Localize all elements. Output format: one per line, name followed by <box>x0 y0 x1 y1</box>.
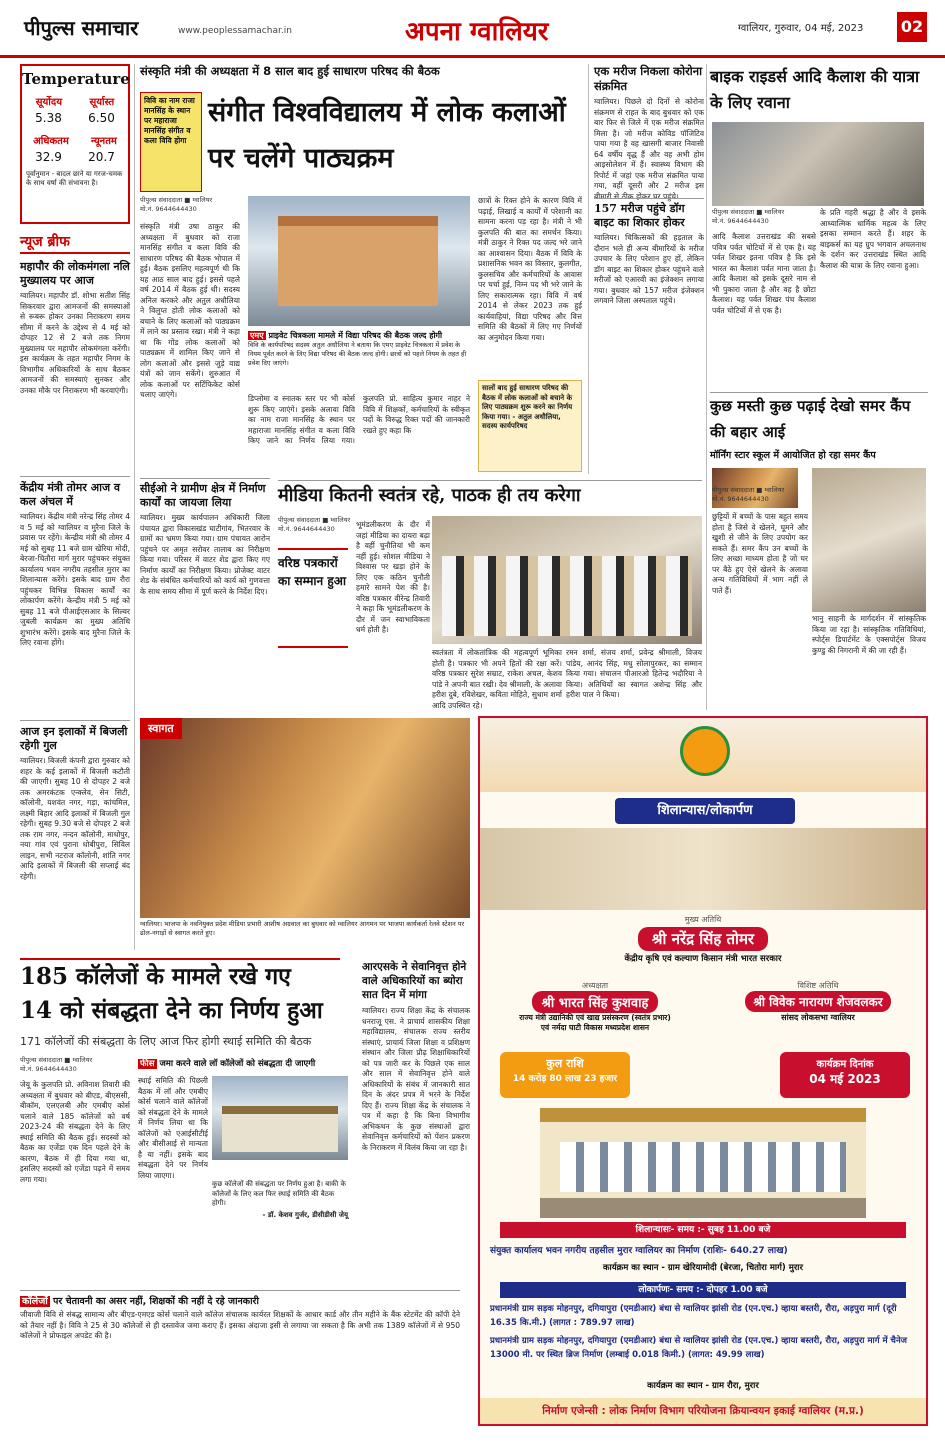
brief-headline: केंद्रीय मंत्री तोमर आज व कल अंचल में <box>20 481 121 508</box>
brief-item-3 <box>20 720 130 950</box>
warn-headline: पर चेतावनी का असर नहीं, शिक्षकों की नहीं दे रहे जानकारी <box>53 1296 259 1307</box>
column-divider <box>588 64 589 474</box>
bikers-photo[interactable] <box>712 122 924 206</box>
news-brief-header <box>20 232 130 254</box>
brief-body: ग्वालियर। केंद्रीय मंत्री नरेन्द्र सिंह तोमर 4 व 5 मई को ग्वालियर व मुरैना जिले के प्रवास पर रहेंगे। केन्द्रीय मंत्री श्री तोमर 4 मई को सुबह 11 बजे ग्राम खेरिया मोदी, बेरजा-चितौरा मार्ग मुरार पहुंचकर संयुक्त कार्यालय भवन नगरीय तहसील मुरार का शिलान्यास करेंगे। इसके बाद ग्राम रौरा पहुंचकर विभिन्न विकास कार्यों का लोकार्पण करेंगे। केन्द्रीय मंत्री 5 मई को सुबह 11 बजे पीआईएसआर के सिल्वर जुबली कार्यक्रम का मुख्य अतिथि शुभारंभ करेंगे। इसके बाद मुरैना जिले के लिए रवाना होंगे। <box>20 512 130 647</box>
caption-head: प्राइवेट चित्रकला मामले में विद्या परिषद की बैठक जल्द होगी <box>268 331 443 340</box>
advert-portraits <box>480 828 926 910</box>
retired-headline: आरएसके ने सेवानिवृत्त होने वाले अधिकारियों का ब्योरा सात दिन में मांगा <box>362 961 467 1001</box>
summer-camp-subhead: मॉर्निंग स्टार स्कूल में आयोजित हो रहा समर कैंप <box>710 450 876 461</box>
column-divider <box>134 64 135 950</box>
summer-camp-byline <box>712 486 812 508</box>
brand-logo[interactable]: पीपुल्स समाचार <box>24 16 139 40</box>
chief-guest <box>480 914 926 974</box>
fee-head <box>138 1058 348 1074</box>
section-title: अपना ग्वालियर <box>405 17 549 47</box>
byline-mobile: मो.नं. 9644644430 <box>140 205 197 213</box>
dateline: ग्वालियर, गुरुवार, 04 मई, 2023 <box>738 23 864 34</box>
special-title: सांसद लोकसभा ग्वालियर <box>781 1013 855 1022</box>
lead-kicker: संस्कृति मंत्री की अध्यक्षता में 8 साल बाद हुई साधारण परिषद की बैठक <box>140 64 440 78</box>
brief-item-1 <box>20 260 130 470</box>
bikers-body-2: के प्रति गहरी श्रद्धा है और वे इसके आध्यात्मिक धार्मिक महत्व के लिए इसका सम्मान करते हैं। शहर के बाइकर्स का यह ग्रुप भगवान अचलनाथ के दर्शन कर उत्तराखंड स्थित आदि कैलाश की यात्रा के लिए रवाना हुआ। <box>820 208 926 270</box>
media-body-1: भूमंडलीकरण के दौर में जहां मीडिया का दायरा बढ़ा है वहीं चुनौतियां भी कम नहीं हुई। सोशल मीडिया ने विश्वास पर खड़ा होने के लिए एक कठिन चुनौती हमारे सामने पेश की है। वरिष्ठ पत्रकार वीरेन्द्र तिवारी ने कहा कि भूमंडलीकरण के दौर में जन स्वाभाविकता धर्म होती है। <box>356 520 430 634</box>
brief-headline: आज इन इलाकों में बिजली रहेगी गुल <box>20 725 128 752</box>
media-photo[interactable] <box>432 516 702 644</box>
date-label: कार्यक्रम दिनांक <box>816 1059 874 1070</box>
min-label: न्यूनतम <box>90 136 117 147</box>
shilanyas-item: संयुक्त कार्यालय भवन नगरीय तहसील मुरार ग्वालियर का निर्माण (राशिः- 640.27 लाख) <box>490 1246 788 1256</box>
quote-text: कुछ कॉलेजों की संबद्धता पर निर्णय हुआ है। बाकी के कॉलेजों के लिए कल फिर स्थाई समिति की बैठक होगी। <box>212 1180 346 1207</box>
agency-strip: निर्माण एजेन्सी : लोक निर्माण विभाग परियोजना क्रियान्वयन इकाई ग्वालियर (म.प्र.) <box>480 1398 926 1424</box>
summer-camp-body-2: भानु साहनी के मार्गदर्शन में सांस्कृतिक किया जा रहा है। सांस्कृतिक गतिविधियां, स्पोर्ट्स डिपार्टमेंट के एक्सपोर्ट्स विजय कुण्डु की निगरानी में की जा रही हैं। <box>812 614 926 655</box>
forecast: पूर्वानुमान - बादल छाने या गरज-चमक के साथ वर्षा की संभावना है। <box>26 170 123 187</box>
ceo-body: ग्वालियर। मुख्य कार्यपालन अधिकारी जिला पंचायत द्वारा विकासखंड घाटीगांव, भितरवार के ग्रामों का भ्रमण किया गया। ग्राम पंचायत आरोन पहुंचने पर अमृत सरोवर तालाब का निरीक्षण किया गया। परिसर में वाटर शेड द्वारा किए गए निर्माण कार्यों का निरीक्षण किया। प्रोजेक्ट वाटर शेड के संबंधित कर्मचारियों को कार्य को गुणवत्ता के साथ समय सीमा में पूर्ण करने के निर्देश दिए। <box>140 513 270 596</box>
lokarpan-item-2: प्रधानमंत्री ग्राम सड़क मोहनपुर, दगियापुरा (एमडीआर) बंधा से ग्वालियर झांसी रोड (एन.एच.) व्हाया बस्तरी, रौरा, अड़पुरा मार्ग में चैनेज 13000 मी. पर स्थित ब्रिज निर्माण (लम्बाई 0.018 किमी.) (लागत: 49.99 लाख) <box>490 1336 907 1360</box>
corona-body: ग्वालियर। पिछले दो दिनों से कोरोना संक्रमण से राहत के बाद बुधवार को एक बार फिर से जिले में एक मरीज संक्रमित मिला है। जो मरीज कोविड पॉजिटिव पाया गया है वह खासगी बाजार निवासी 64 वर्षीय वृद्ध हैं और वह अभी होम आइसोलेशन में हैं। स्वास्थ्य विभाग की रिपोर्ट में जहां एक मरीज संक्रमित पाया गया, वहीं दूसरी और 2 मरीज इस बीमारी से ठीक होकर घर पहुंचे। <box>594 97 704 201</box>
chief-title: केंद्रीय कृषि एवं कल्याण किसान मंत्री भारत सरकार <box>624 954 782 964</box>
byline-mobile: मो.नं. 9644644430 <box>278 525 335 533</box>
brand-url[interactable]: www.peoplessamachar.in <box>178 26 292 36</box>
masthead <box>0 0 945 58</box>
brief-body: ग्वालियर। बिजली कंपनी द्वारा गुरुवार को शहर के कई इलाकों में बिजली कटौती की जाएगी। सुबह 10 से दोपहर 2 बजे तक अमरकंटक एन्क्लेव, सेन सिटी, कॉलोनी, यशवंत नगर, गड़ा, कांचमिल, लक्ष्मी बिहार आदि इलाकों में बिजली गुल रहेगी। सुबह 9.30 बजे से दोपहर 2 बजे तक राम नगर, नन्दन कॉलोनी, माधोपुर, नया गांव एवं पुराना धोबीपुरा, सिविल लाइन, सभी नटराज कॉलोनी, शांति नगर आदि इलाकों में बिजली की सप्लाई बंद रहेगी। <box>20 756 130 881</box>
shilanyas-place: कार्यक्रम का स्थान - ग्राम खेरियामोदी (बेरजा, चितोरा मार्ग) मुरार <box>603 1263 803 1273</box>
bjp-lotus-icon <box>680 726 730 776</box>
lead-body-2: छात्रों के रिक्त होने के कारण विवि में पढ़ाई, लिखाई व कार्यों में परेशानी का सामना करना पड़ रहा है। मंत्री ने भी कुलपति की बात का समर्थन किया। मंत्री ठाकुर ने रिक्त पद जल्द भरे जाने का आश्वासन दिया। बैठक में विवि के प्रशासनिक भवन का विस्तार, कुलगीत, कुलसचिव और कर्मचारियों के आवास पर चर्चा हुई, निम्न पद भी भरे जाने के लिए सकारात्मक रहा। विवि में वर्ष 2014 से लेकर 2023 तक हुई कार्यवाहियां, विद्या परिषद और वित्त समिति की बैठकों में लिए गए निर्णयों का अनुमोदन किया गया। <box>478 196 582 342</box>
welcome-tag: स्वागत <box>140 718 182 739</box>
warn-tag: कॉलेजों <box>22 1296 48 1307</box>
advert-banner: शिलान्यास/लोकार्पण <box>615 798 795 824</box>
chief-label: मुख्य अतिथि <box>684 915 722 924</box>
dog-bite-headline: 157 मरीज पहुंचे डॉग बाइट का शिकार होकर <box>594 202 685 229</box>
temperature-box <box>20 64 130 224</box>
sunset-label: सूर्यास्त <box>89 97 115 108</box>
caption-body: विवि के कार्यपरिषद सदस्य अतुल अधौलिया ने बताया कि एमए प्राइवेट चित्रकला में प्रवेश के नियम पूर्वत करने के लिए विद्या परिषद की बैठक जल्द होगी। छात्रों को पहले नियम के तहत ही प्रवेश दिए जाएंगे। <box>248 341 467 367</box>
fee-headline: जमा करने वाले लॉ कॉलेजों को संबद्धता दी जाएगी <box>159 1059 316 1069</box>
lead-sidebar-box: विवि का नाम राजा मानसिंह के स्थान पर महाराजा मानसिंह संगीत व कला विवि होगा <box>140 92 202 192</box>
chief-name: श्री नरेंद्र सिंह तोमर <box>638 927 768 951</box>
amount-label: कुल राशि <box>546 1057 584 1070</box>
colleges-byline <box>20 1056 130 1078</box>
special-label: विशिष्ट अतिथि <box>797 981 839 990</box>
advert-building-illustration <box>540 1108 866 1218</box>
byline-text: पीपुल्स संवाददाता ■ ग्वालियर <box>712 208 785 216</box>
caption-tag: एमए <box>250 331 264 340</box>
advert[interactable] <box>478 716 928 1426</box>
chair-name: श्री भारत सिंह कुशवाह <box>532 991 659 1013</box>
colleges-subhead: 171 कॉलेजों की संबद्धता के लिए आज फिर होगी स्थाई समिति की बैठक <box>20 1035 312 1048</box>
corona-story <box>594 64 704 201</box>
colleges-headline-1: 185 कॉलेजों के मामले रखे गए <box>20 958 340 994</box>
byline-mobile: मो.नं. 9644644430 <box>20 1065 77 1073</box>
media-body-2: स्वतंत्रता में लोकतांत्रिक की महत्वपूर्ण भूमिका होती है। पत्रकार भी अपने हितों की रक्षा करें। वरिष्ठ पत्रकार सुरेश सम्राट, राकेश अचल, केशव पांडे ने अपनी बात रखी। देव श्रीमाली, के अलावा हरीश दुबे, रविशेखर, कविता मोहिते, सुधाम शर्मा आदि उपस्थित रहे। <box>432 648 562 710</box>
dog-bite-body: ग्वालियर। चिकित्सकों की हड़ताल के दौरान भले ही अन्य बीमारियों के मरीज उपचार के लिए परेशान हुए हों, लेकिन डॉग बाइट का शिकार होकर पहुंचने वाले मरीजों को एआरवी का इंजेक्शन लगाया गया। बुधवार को 157 मरीज इंजेक्शन लगवाने जिला अस्पताल पहुंचे। <box>594 233 704 305</box>
lokarpan-item-1: प्रधानमंत्री ग्राम सड़क मोहनपुर, दगियापुरा (एमडीआर) बंधा से ग्वालियर झांसी रोड (एन.एच.) व्हाया बस्तरी, रौरा, अड़पुरा मार्ग (दूरी 16.35 कि.मी.) (लागत : 789.97 लाख) <box>490 1304 897 1328</box>
colleges-body: जेयू के कुलपति प्रो. अविनाश तिवारी की अध्यक्षता में बुधवार को बीएड, बीएससी, बीकॉम, एलएलबी और एमबीए कोर्स चलाने वाले 185 कॉलेजों को वर्ष 2023-24 की संबद्धता देने के लिए स्थाई समिति की बैठक हुई। सदस्यों को बैठक का एजेंडा एक दिन पहले देने के कारण, बैठक में ही दिया गया था, इसलिए सदस्यों को एजेंडा पढ़ने में समय लगा गया। <box>20 1080 130 1184</box>
corona-headline: एक मरीज निकला कोरोना संक्रमित <box>594 64 703 93</box>
news-brief-title: न्यूज ब्रीफ <box>20 234 70 250</box>
lead-headline: संगीत विश्वविद्यालय में लोक कलाओं पर चलेंगे पाठ्यक्रम <box>208 97 566 174</box>
chair-title-1: राज्य मंत्री उद्यानिकी एवं खाद्य प्रसंस्करण (स्वतंत्र प्रभार) <box>519 1013 671 1022</box>
temperature-title: Temperature <box>22 70 130 88</box>
date-value: 04 मई 2023 <box>809 1072 881 1086</box>
chair-title-2: एवं नर्मदा घाटी विकास मध्यप्रदेश शासन <box>540 1023 650 1032</box>
byline-text: पीपुल्स संवाददाता ■ ग्वालियर <box>712 486 785 494</box>
lead-quote-box: सालों बाद हुई साधारण परिषद की बैठक में लोक कलाओं को बचाने के लिए पाठ्यक्रम शुरू करने का निर्णय किया गया। - अतुल अधौलिया, सदस्य कार्यपरिषद <box>478 380 582 472</box>
lead-body-1: संस्कृति मंत्री उषा ठाकुर की अध्यक्षता में बुधवार को राजा मानसिंह संगीत व कला विवि की साधारण परिषद की बैठक भोपाल में हुई। बैठक इसलिए महत्वपूर्ण थी कि यह आठ साल बाद हुई। इससे पहले वर्ष 2014 में बैठक हुई थी। सदस्य अनिल करकरे और अतुल अधौलिया ने विलुप्त होती लोक कलाओं को बचाने के लिए कलाओं को पाठ्यक्रम में लाने का प्रस्ताव रखा। मंत्री ने कहा था कि गोंड लोक कलाओं को पाठ्यक्रम में शामिल किए जाने से लोग कलाओं और इससे जुड़े वाद्य यंत्रों को जान सकेंगे। शुरुआत में लोक कलाओं पर सर्टिफिकेट कोर्स चलाए जाएंगे। <box>140 222 240 399</box>
lead-body-3: डिप्लोमा व स्नातक स्तर पर भी कोर्स शुरू किए जाएंगे। इसके अलावा विवि का नाम राजा मानसिंह के स्थान पर महाराजा मानसिंह संगीत व कला विवि किए जाने का निर्णय लिया गया। कुलपति प्रो. साहित्य कुमार नाहर ने विवि में शिक्षकों, कर्मचारियों के स्वीकृत पदों के विरुद्ध रिक्त पदों की जानकारी रखते हुए कहा कि <box>248 394 470 445</box>
sunset-value: 6.50 <box>88 111 115 125</box>
special-guest <box>710 980 926 1040</box>
sunrise-label: सूर्योदय <box>35 97 62 108</box>
media-pull-quote: वरिष्ठ पत्रकारों का सम्मान हुआ <box>278 548 348 648</box>
max-value: 32.9 <box>35 150 62 164</box>
warn-body: जीवाजी विवि से संबद्ध सामान्य और बीएड-एमएड कोर्स चलाने वाले कॉलेज संचालक कार्यरत शिक्षकों के आधार कार्ड और तीन महीने के बैंक स्टेटमेंट की कॉपी देने को तैयार नहीं है। विवि ने 25 से 30 कॉलेजों से ही दस्तावेज जमा कराए हैं। इसका अंदाजा इसी से लगाया जा सकता है कि अभी तक 1389 कॉलेजों में से 950 कॉलेजों ने प्रोफाइल अपडेट की है। <box>20 1310 460 1340</box>
byline-text: पीपुल्स संवाददाता ■ ग्वालियर <box>20 1056 93 1064</box>
column-divider <box>706 64 707 710</box>
welcome-photo[interactable] <box>140 718 470 918</box>
byline-text: पीपुल्स संवाददाता ■ ग्वालियर <box>140 196 213 204</box>
sunrise-value: 5.38 <box>35 111 62 125</box>
lokarpan-place: कार्यक्रम का स्थान - ग्राम रौरा, मुरार <box>647 1381 759 1391</box>
page-number: 02 <box>897 12 927 42</box>
chair-guest <box>480 980 710 1040</box>
lead-byline <box>140 196 240 218</box>
bikers-headline: बाइक राइडर्स आदि कैलाश की यात्रा के लिए रवाना <box>710 67 920 112</box>
media-headline: मीडिया कितनी स्वतंत्र रहे, पाठक ही तय करेगा <box>278 480 702 512</box>
chair-label: अध्यक्षता <box>581 981 609 990</box>
bikers-byline <box>712 208 832 230</box>
lead-photo[interactable] <box>248 196 470 326</box>
colleges-warning <box>20 1290 460 1425</box>
fee-tag: फीस <box>140 1059 155 1069</box>
byline-text: पीपुल्स संवाददाता ■ ग्वालियर <box>278 516 351 524</box>
summer-camp-headline: कुछ मस्ती कुछ पढ़ाई देखो समर कैंप की बहार आई <box>710 392 928 446</box>
colleges-headline-2: 14 को संबद्धता देने का निर्णय हुआ <box>20 997 323 1024</box>
brief-body: ग्वालियर। महापौर डॉ. शोभा सतीश सिंह सिकरवार द्वारा आमजनों की समस्याओं से रूबरू होकर उनका निराकरण समय सीमा में करने के उद्देश्य से 4 मई को दोपहर 12 से 2 बजे तक निगम मुख्यालय पर महापौर लोकमंगला करेंगी। इस कार्यक्रम के तहत महापौर निगम के विभागीय अधिकारियों के साथ बैठकर आमजनों की समस्याएं सुनकर और उनका मौके पर निराकरण भी करवाएंगी। <box>20 291 130 395</box>
quote-by: - डॉ. केशव गुर्जर, डीसीडीसी जेयू <box>262 1210 348 1219</box>
ceo-story <box>140 478 270 676</box>
summer-camp-photo-2[interactable] <box>812 468 926 612</box>
amount-value: 14 करोड़ 80 लाख 23 हजार <box>512 1074 618 1084</box>
shilanyas-strip: शिलान्यासः- समय :- सुबह 11.00 बजे <box>500 1222 906 1238</box>
max-label: अधिकतम <box>33 136 69 147</box>
brief-headline: महापौर की लोकमंगला नलि मुख्यालय पर आज <box>20 260 130 287</box>
byline-mobile: मो.नं. 9644644430 <box>712 217 769 225</box>
byline-mobile: मो.नं. 9644644430 <box>712 495 769 503</box>
retired-body: ग्वालियर। राज्य शिक्षा केंद्र के संचालक धनराजू एस. ने प्राचार्य शासकीय शिक्षा महाविद्यालय, संचालक राज्य स्तरीय संस्थाएं, प्राचार्य जिला शिक्षा व प्रशिक्षण संस्थान और जिला प्रौढ़ शिक्षाधिकारियों को पत्र जारी कर के पिछले एक साल और साल में सेवानिवृत्त होने वाले अधिकारियों के संबंध में जानकारी सात दिन के अंदर प्रपत्र में भरने के निर्देश दिए हैं। राज्य शिक्षा केंद्र के संचालक ने पत्र में कहा है कि बिना विभागीय अभिकथन के कुछ संस्थाओं द्वारा सेवानिवृत्त कर्मचारियों को पेंशन प्रकरण के निराकरण में विलंब किया जा रहा है। <box>362 1006 470 1152</box>
amount-box <box>500 1052 630 1098</box>
dog-bite-story <box>594 198 704 470</box>
lokarpan-strip: लोकार्पणः- समय :- दोपहर 1.00 बजे <box>500 1282 906 1298</box>
retired-story <box>362 960 470 1290</box>
lead-photo-caption <box>248 330 470 390</box>
colleges-quote <box>212 1180 348 1236</box>
date-box <box>780 1052 910 1098</box>
summer-camp-body: छुट्टियों में बच्चों के पास बहुत समय होता है जिसे वे खेलने, घूमने और खुशी से जीने के लिए उपयोग कर सकते हैं। समर कैंप उन बच्चों के लिए अच्छा माध्यम होता है जो घर पर बैठे हुए ऐसे खेलने के अलावा अन्य गतिविधियों में भाग नहीं ले पाते हैं। <box>712 512 808 595</box>
special-name: श्री विवेक नारायण शेजवलकर <box>745 991 890 1012</box>
welcome-caption: ग्वालियर। भाजपा के नवनियुक्त प्रदेश मीडिया प्रभारी आशीष अग्रवाल का बुधवार को ग्वालियर आगमन पर भाजपा कार्यकर्ता रेलवे स्टेशन पर ढोल-नगाड़ों से स्वागत करते हुए। <box>140 920 465 937</box>
min-value: 20.7 <box>88 150 115 164</box>
brief-item-2 <box>20 476 130 714</box>
media-body-3: रमन शर्मा, संजय शर्मा, प्रवेन्द्र श्रीमाली, विजय पांडेय, आनंद सिंह, मधु सोलापुरकर, का सम्मान किया गया। संचालन पीआरओ हितेन्द्र भदौरिया ने किया। अतिथियों का स्वागत अशेन्द्र सिंह और हरीश पाल ने किया। <box>566 648 702 699</box>
fee-body: स्थाई समिति की पिछली बैठक में लॉ और एमबीए कोर्स चलाने वाले कॉलेजों को संबद्धता देने के मामले में निर्णय लिया था कि कॉलेजों को एआईसीटीई और बीसीआई से मान्यता है या नहीं। इसके बाद संबद्धता देने पर निर्णय लिया जाएगा। <box>138 1076 208 1180</box>
ceo-headline: सीईओ ने ग्रामीण क्षेत्र में निर्माण कार्यों का जायजा लिया <box>140 482 266 509</box>
bikers-body: आदि कैलाश उत्तराखंड की सबसे पवित्र पर्वत चोटियों में से एक है। यह पर्वत शिखर इतना पवित्र है कि इसे भारत का कैलाश पर्वत माना जाता है। आदि कैलाश को इसके दूसरे नाम से भी पुकारा जाता है और वह है छोटा कैलाश। यह पर्वत शिखर पंच कैलाश पर्वत चोटियों में से एक है। <box>712 232 816 315</box>
university-photo[interactable] <box>212 1076 348 1160</box>
